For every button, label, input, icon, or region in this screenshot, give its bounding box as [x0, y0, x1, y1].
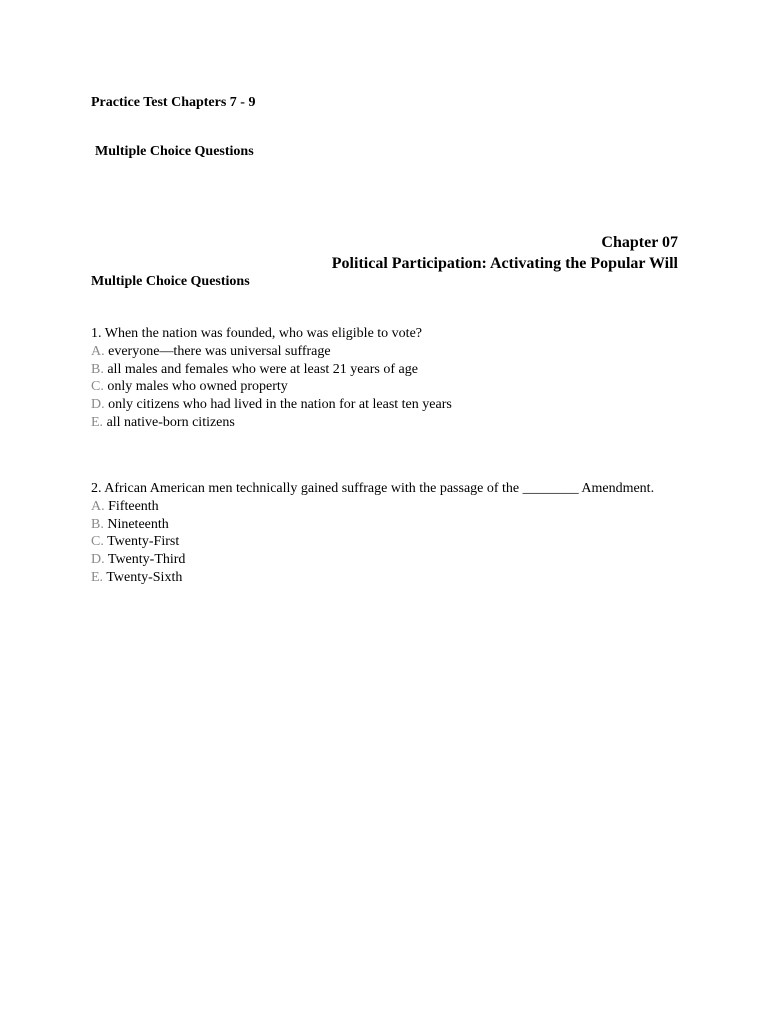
option-text: only citizens who had lived in the nation for at least ten years — [108, 397, 452, 413]
option-text: everyone—there was universal suffrage — [108, 343, 331, 359]
option-text: Fifteenth — [108, 498, 159, 514]
option-a — [91, 498, 681, 516]
option-text: all males and females who were at least 21 years of age — [107, 361, 418, 377]
option-a — [91, 343, 681, 361]
question-1 — [91, 325, 681, 432]
option-letter: A. — [91, 498, 105, 514]
option-text: all native-born citizens — [106, 414, 235, 430]
chapter-header — [332, 232, 678, 274]
option-b — [91, 516, 681, 534]
question-stem: 1. When the nation was founded, who was eligible to vote? — [91, 326, 422, 341]
option-letter: B. — [91, 361, 104, 377]
option-letter: B. — [91, 516, 104, 532]
chapter-number: Chapter 07 — [601, 234, 678, 251]
option-letter: D. — [91, 397, 105, 413]
option-d — [91, 396, 681, 414]
option-d — [91, 551, 681, 569]
option-c — [91, 378, 681, 396]
section-heading-top: Multiple Choice Questions — [95, 144, 254, 159]
option-text: Twenty-First — [107, 534, 180, 550]
option-letter: C. — [91, 379, 104, 395]
question-stem: 2. African American men technically gained suffrage with the passage of the ________ Amendment. — [91, 481, 655, 496]
option-letter: E. — [91, 569, 104, 585]
option-text: Twenty-Sixth — [106, 569, 183, 585]
option-list — [91, 498, 681, 587]
option-text: only males who owned property — [107, 379, 288, 395]
option-letter: C. — [91, 534, 104, 550]
option-e — [91, 569, 681, 587]
document-title: Practice Test Chapters 7 - 9 — [91, 95, 256, 110]
option-letter: E. — [91, 414, 104, 430]
option-letter: D. — [91, 552, 105, 568]
option-letter: A. — [91, 343, 105, 359]
question-2 — [91, 480, 681, 587]
option-list — [91, 343, 681, 432]
option-c — [91, 533, 681, 551]
section-heading: Multiple Choice Questions — [91, 274, 250, 289]
option-b — [91, 361, 681, 379]
option-e — [91, 414, 681, 432]
chapter-title: Political Participation: Activating the Popular Will — [331, 255, 678, 272]
option-text: Twenty-Third — [107, 552, 186, 568]
option-text: Nineteenth — [107, 516, 169, 532]
